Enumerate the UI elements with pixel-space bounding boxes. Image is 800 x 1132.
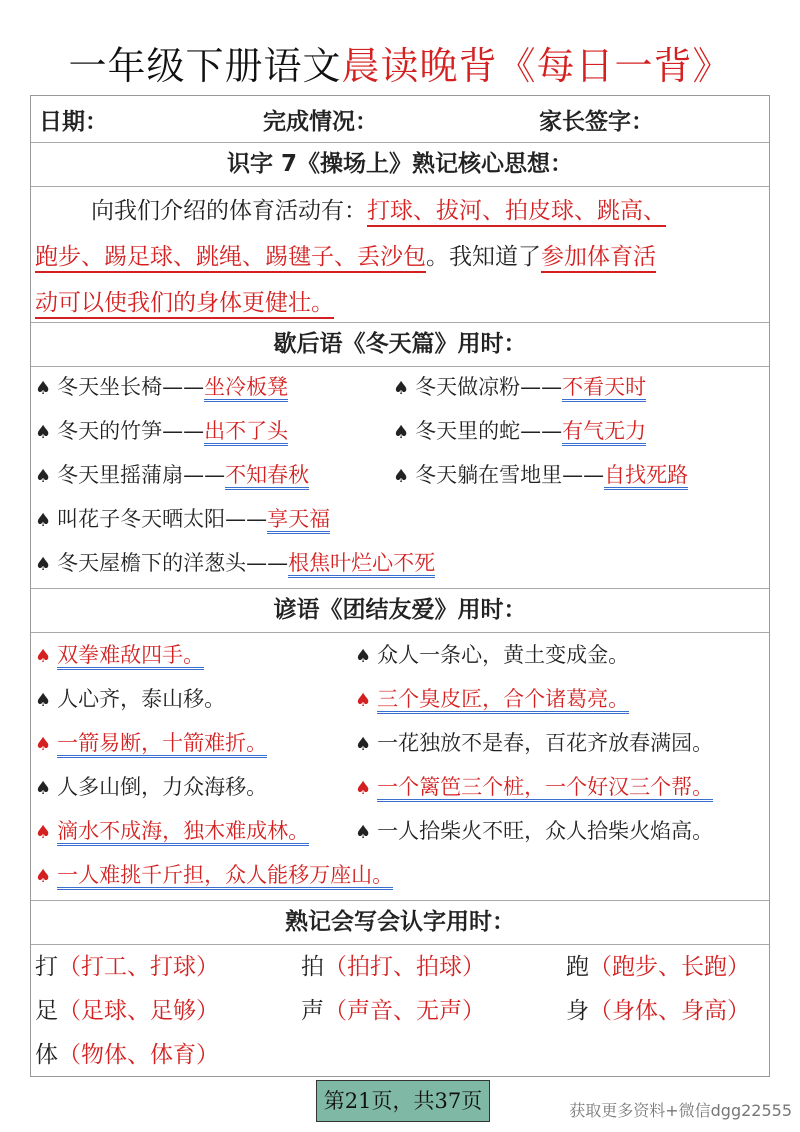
section1-body [31,188,769,326]
section2-title: 歇后语《冬天篇》用时： [273,331,527,357]
sign-label: 家长签字： [539,108,654,135]
spade-icon: ♠ [35,734,52,755]
spade-icon: ♠ [35,422,52,443]
spade-icon: ♠ [35,466,52,487]
title-highlight: 晨读晚背《每日一背》 [341,44,732,88]
xiehouyu-item: ♠ 冬天里摇蒲扇——不知春秋 [35,460,309,492]
proverb-item: ♠ 一个篱笆三个桩，一个好汉三个帮。 [355,772,713,804]
spade-icon: ♠ [35,778,52,799]
section1-prefix: 向我们介绍的体育活动有： [91,198,367,224]
proverb-item: ♠ 一箭易断，十箭难折。 [35,728,267,760]
spade-icon: ♠ [35,554,52,575]
proverb-item: ♠ 双拳难敌四手。 [35,640,204,672]
xiehouyu-item: ♠ 冬天里的蛇——有气无力 [393,416,646,448]
spade-icon: ♠ [35,822,52,843]
date-label: 日期： [39,108,108,135]
spade-icon: ♠ [35,510,52,531]
section3-title: 谚语《团结友爱》用时： [273,597,527,623]
char-item: 打（打工、打球） [35,954,219,980]
proverb-item: ♠ 一人拾柴火不旺，众人拾柴火焰高。 [355,819,714,843]
page-title [0,38,800,94]
char-item: 声（声音、无声） [301,998,485,1024]
spade-icon: ♠ [355,778,372,799]
spade-icon: ♠ [35,866,52,887]
xiehouyu-item: ♠ 冬天做凉粉——不看天时 [393,372,646,404]
header-row [31,96,769,142]
conclusion-line1: 参加体育活 [541,244,656,273]
spade-icon: ♠ [393,422,410,443]
spade-icon: ♠ [35,690,52,711]
proverb-item: ♠ 人多山倒，力众海移。 [35,775,268,799]
xiehouyu-item: ♠ 冬天坐长椅——坐冷板凳 [35,372,288,404]
section1-title: 识字 7《操场上》熟记核心思想： [226,151,573,177]
char-item: 体（物体、体育） [35,1042,219,1068]
proverb-item: ♠ 一人难挑千斤担，众人能移万座山。 [35,860,393,892]
conclusion-line2: 动可以使我们的身体更健壮。 [35,290,334,319]
xiehouyu-item: ♠ 叫花子冬天晒太阳——享天福 [35,504,330,536]
proverb-item: ♠ 三个臭皮匠，合个诸葛亮。 [355,684,629,716]
proverb-item: ♠ 人心齐，泰山移。 [35,687,226,711]
char-item: 拍（拍打、拍球） [301,954,485,980]
section1-mid: 。我知道了 [426,244,541,270]
spade-icon: ♠ [355,734,372,755]
xiehouyu-item: ♠ 冬天屋檐下的洋葱头——根焦叶烂心不死 [35,548,435,580]
spade-icon: ♠ [355,822,372,843]
page-number-badge: 第21页，共37页 [316,1080,490,1122]
char-item: 足（足球、足够） [35,998,219,1024]
proverb-item: ♠ 众人一条心，黄土变成金。 [355,643,630,667]
xiehouyu-item: ♠ 冬天的竹笋——出不了头 [35,416,288,448]
spade-icon: ♠ [393,378,410,399]
spade-icon: ♠ [35,378,52,399]
xiehouyu-item: ♠ 冬天躺在雪地里——自找死路 [393,460,688,492]
spade-icon: ♠ [393,466,410,487]
title-main: 一年级下册语文 [68,44,342,88]
watermark-text: 获取更多资料+微信dgg22555 [569,1101,792,1120]
worksheet [30,95,770,1077]
spade-icon: ♠ [355,646,372,667]
char-item: 身（身体、身高） [566,998,750,1024]
char-item: 跑（跑步、长跑） [566,954,750,980]
proverb-item: ♠ 滴水不成海，独木难成林。 [35,816,309,848]
spade-icon: ♠ [355,690,372,711]
activities-line1: 打球、拔河、拍皮球、跳高、 [367,198,666,227]
section4-title: 熟记会写会认字用时： [285,909,515,935]
spade-icon: ♠ [35,646,52,667]
proverb-item: ♠ 一花独放不是春，百花齐放春满园。 [355,731,714,755]
activities-line2: 跑步、踢足球、跳绳、踢毽子、丢沙包 [35,244,426,273]
status-label: 完成情况： [263,108,378,135]
